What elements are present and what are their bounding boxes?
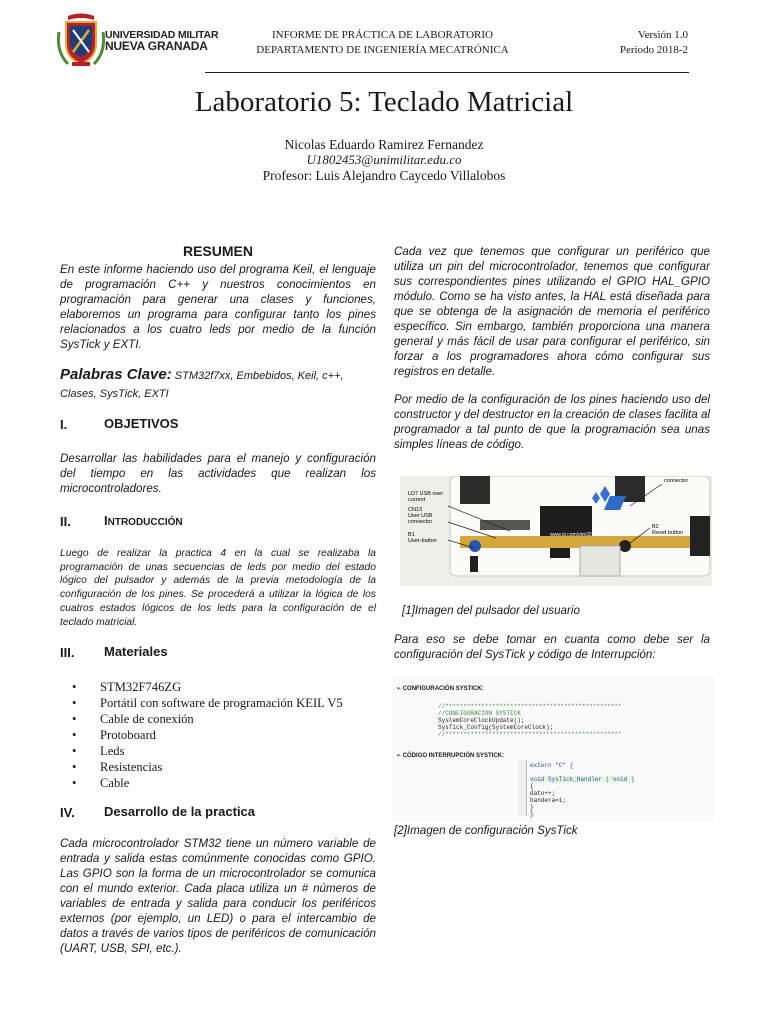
label-b1: B1 <box>408 532 415 538</box>
section-3-heading <box>60 644 168 662</box>
code-line: //************************************************* <box>438 731 622 738</box>
institution-name <box>105 30 218 52</box>
figure-1-caption: [1]Imagen del pulsador del usuario <box>402 604 580 617</box>
code-line: bandera=1; <box>530 797 567 804</box>
label-cn13: CN13 <box>408 507 423 513</box>
department: DEPARTAMENTO DE INGENIERÍA MECATRÓNICA <box>256 43 509 56</box>
period: Periodo 2018-2 <box>619 43 688 56</box>
section-3-number: III. <box>60 645 75 660</box>
list-item: • Protoboard <box>72 727 372 743</box>
version: Versión 1.0 <box>637 29 688 41</box>
section-2-text: Luego de realizar la practica 4 en la cual se realizaba la programación de unas secuencias de leds por medio del estado lógico del pulsador y además de la previa metodología de la configuración de los pines. Se procederá a utilizar la lógica de los cuatros estados lógicos de los leds para la configuración de el teclado matricial. <box>60 548 376 628</box>
config-label-text: CONFIGURACIÓN SYSTICK: <box>402 686 484 692</box>
institution-line-2: NUEVA GRANADA <box>105 39 208 53</box>
keywords-label: Palabras Clave: <box>60 366 172 383</box>
label-ld7-current: current <box>408 497 426 503</box>
code-line: extern "C" { <box>530 762 574 769</box>
label-top-connector: connector <box>664 478 689 484</box>
section-4-text: Cada microcontrolador STM32 tiene un número variable de entrada y salida estas comúnmente conocidas como GPIO. Las GPIO son la forma de un microcontrolador se comunica con el mundo exterior. Cada placa utiliza un # números de variables de entrada y salida para conducir los periféricos externos (por ejemplo, un LED) o para el intercambio de datos a través de varios tipos de periféricos de comunicación (UART, USB, SPI, etc.). <box>60 837 376 955</box>
code-line: { <box>530 783 534 790</box>
section-2-title <box>104 513 183 528</box>
code-line: dato++; <box>530 790 556 797</box>
gpio-paragraph: Cada vez que tenemos que configurar un periférico que utiliza un pin del microcontrolador, tenemos que configurar sus correspondientes pines utilizando el GPIO HAL_GPIO módulo. Como se ha visto antes, la HAL está diseñada para que se obtenga de la asignación de memoria el periférico específico. Sin embargo, también proporciona una manera general y más fácil de usar para configurar el periférico, sin forzar a los programadores ahora cómo configurar sus registros en detalle. <box>394 245 710 378</box>
systick-code-figure <box>392 676 714 822</box>
code-line: } <box>530 811 534 818</box>
section-2-heading <box>60 513 183 531</box>
code-line: } <box>530 804 534 811</box>
section-4-number: IV. <box>60 805 75 820</box>
code-line: //************************************************* <box>438 703 622 710</box>
list-item: • Leds <box>72 743 372 759</box>
label-connector: connector <box>408 519 433 525</box>
interrupt-code-block <box>530 762 634 818</box>
systick-intro-paragraph: Para eso se debe tomar en cuanta como debe ser la configuración del SysTick y código de Interrupción: <box>394 633 710 661</box>
keywords-list: STM32f7xx, Embebidos, Keil, c++, Clases, SysTick, EXTI <box>60 370 344 400</box>
paper-title: Laboratorio 5: Teclado Matricial <box>194 86 574 118</box>
section-1-number: I. <box>60 417 68 432</box>
figure-2-caption: [2]Imagen de configuración SysTick <box>394 824 578 837</box>
code-gutter <box>518 760 527 816</box>
code-line <box>530 769 634 776</box>
arrow-right-icon: ➢ <box>396 686 403 692</box>
section-3-title: Materiales <box>104 644 168 659</box>
author-email: U1802453@unimilitar.edu.co <box>306 152 462 167</box>
section-2-title-initial: I <box>104 513 108 528</box>
list-item: • Cable <box>72 775 372 791</box>
code-line: void SysTick_Handler ( void ) <box>530 776 635 783</box>
list-item: • Portátil con software de programación KEIL V5 <box>72 695 372 711</box>
label-reset-button: Reset button <box>652 530 684 536</box>
header-rule <box>205 72 689 73</box>
code-line: SystemCoreClockUpdate(); <box>438 717 525 724</box>
abstract-text: En este informe haciendo uso del programa Keil, el lenguaje de programación C++ y nuestros conocimientos en programación para generar una clases y funciones, elaboremos un programa para configurar tanto los pines relacionados a los cuatro leds por medio de la función SysTick y EXTI. <box>60 263 376 351</box>
section-4-title: Desarrollo de la practica <box>104 804 256 819</box>
keywords <box>60 366 376 403</box>
list-item: • STM32F746ZG <box>72 679 372 695</box>
section-2-title-rest: NTRODUCCIÓN <box>107 517 183 528</box>
board-figure <box>400 476 712 586</box>
materials-list <box>72 679 372 791</box>
code-label-interrupt <box>396 752 504 759</box>
label-user-usb: User USB <box>408 513 433 519</box>
section-4-heading <box>60 804 256 822</box>
label-user-button: User-button <box>408 538 437 544</box>
arrow-right-icon: ➢ <box>396 753 403 759</box>
report-header <box>205 28 560 57</box>
section-1-text: Desarrollar las habilidades para el manejo y configuración del tiempo en las actividades que realizan los microcontroladores. <box>60 452 376 495</box>
abstract-heading: RESUMEN <box>182 243 253 259</box>
interrupt-label-text: CÓDIGO INTERRUPCIÓN SYSTICK: <box>402 753 505 759</box>
report-type: INFORME DE PRÁCTICA DE LABORATORIO <box>271 29 494 41</box>
list-item: • Resistencias <box>72 759 372 775</box>
label-b2: B2 <box>652 524 659 530</box>
label-ld7: LD7 USB over <box>408 491 444 497</box>
code-label-config <box>396 685 484 692</box>
code-line: SysTick_Config(SystemCoreClock); <box>438 724 554 731</box>
institution-line-1: UNIVERSIDAD MILITAR <box>105 29 219 41</box>
list-item: • Cable de conexión <box>72 711 372 727</box>
label-board-url: www.st.com/stm32nucleo <box>550 532 607 538</box>
version-block <box>590 28 688 57</box>
code-line: //CONFIGURACION SYSTICK <box>438 710 521 717</box>
author-name: Nicolas Eduardo Ramirez Fernandez <box>284 137 484 152</box>
section-2-number: II. <box>60 514 71 529</box>
nucleo-board-image <box>400 476 712 586</box>
config-code-block <box>438 703 622 738</box>
professor-name: Profesor: Luis Alejandro Caycedo Villalobos <box>262 168 506 183</box>
section-1-heading <box>60 416 179 434</box>
constructor-paragraph: Por medio de la configuración de los pines haciendo uso del constructor y del destructor en la creación de clases facilita al programador a tal punto de que la programación sea unas simples líneas de código. <box>394 393 710 451</box>
section-1-title: OBJETIVOS <box>104 416 179 431</box>
